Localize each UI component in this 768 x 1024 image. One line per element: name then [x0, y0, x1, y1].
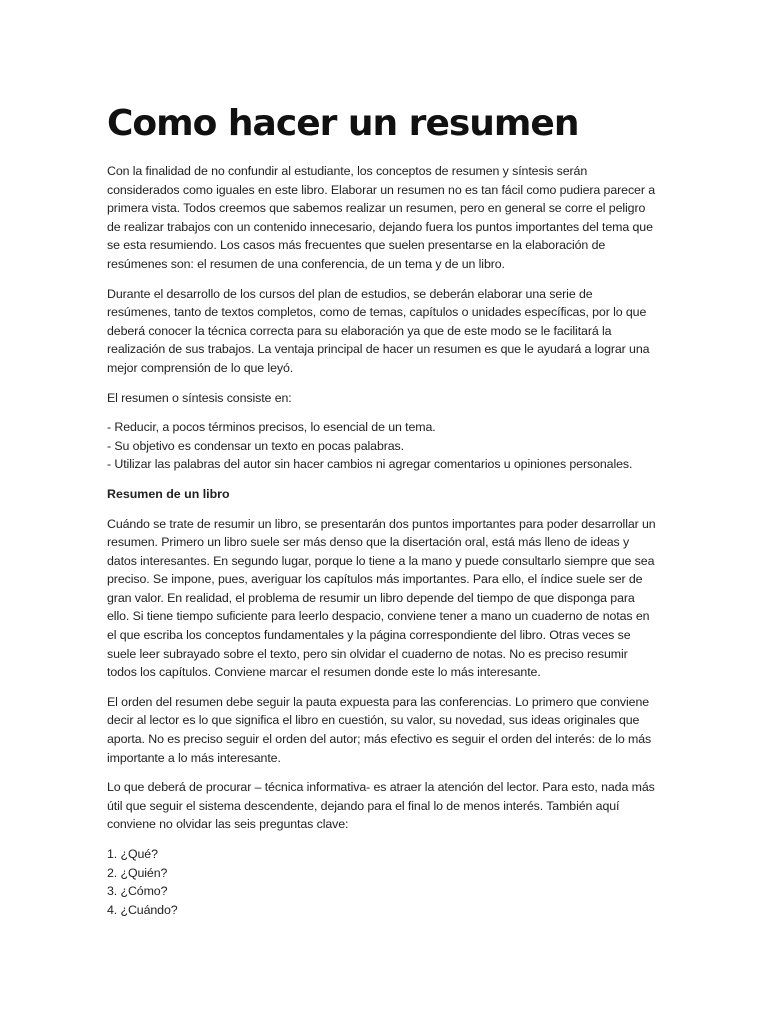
section-heading: Resumen de un libro — [107, 486, 230, 501]
paragraph-intro: Con la finalidad de no confundir al estudiante, los conceptos de resumen y síntesis serán considerados como iguales en este libro. Elaborar un resumen no es tan fácil como pudiera parecer a primera vista. Todos creemos que sabemos realizar un resumen, pero en general se corre el peligro de realizar trabajos con un contenido innecesario, dejando fuera los puntos importantes del tema que se esta resumiendo. Los casos más frecuentes que suelen presentarse en la elaboración de resúmenes son: el resumen de una conferencia, de un tema y de un libro. — [107, 164, 655, 271]
bullet-item: - Utilizar las palabras del autor sin hacer cambios ni agregar comentarios u opiniones personales. — [107, 457, 633, 472]
document-page — [107, 98, 659, 930]
bullet-list — [107, 418, 659, 474]
bullet-item: - Su objetivo es condensar un texto en pocas palabras. — [107, 438, 404, 453]
question-item: 3. ¿Cómo? — [107, 884, 168, 899]
document-title: Como hacer un resumen — [107, 103, 579, 144]
paragraph-book-summary: Cuándo se trate de resumir un libro, se presentarán dos puntos importantes para poder desarrollar un resumen. Primero un libro suele ser más denso que la disertación oral, está más lleno de ideas y datos interesantes. En segundo lugar, porque lo tiene a la mano y puede consultarlo siempre que sea preciso. Se impone, pues, averiguar los capítulos más importantes. Para ello, el índice suele ser de gran valor. En realidad, el problema de resumir un libro depende del tiempo de que disponga para ello. Si tiene tiempo suficiente para leerlo despacio, conviene tener a mano un cuaderno de notas en el que escriba los conceptos fundamentales y la página correspondiente del libro. Otras veces se suele leer subrayado sobre el texto, pero sin olvidar el cuaderno de notas. No es preciso resumir todos los capítulos. Conviene marcar el resumen donde este lo más interesante. — [107, 516, 656, 680]
question-item: 4. ¿Cuándo? — [107, 902, 178, 917]
paragraph-informative-technique: Lo que deberá de procurar – técnica informativa- es atraer la atención del lector. Para esto, nada más útil que seguir el sistema descendente, dejando para el final lo de menos interés. También aquí conviene no olvidar las seis preguntas clave: — [107, 780, 655, 832]
questions-list — [107, 845, 659, 919]
paragraph-summary-order: El orden del resumen debe seguir la pauta expuesta para las conferencias. Lo primero que conviene decir al lector es lo que significa el libro en cuestión, su valor, su novedad, sus ideas originales que aporta. No es preciso seguir el orden del autor; más efectivo es seguir el orden del interés: de lo más importante a lo más interesante. — [107, 694, 652, 765]
paragraph-definition-lead: El resumen o síntesis consiste en: — [107, 390, 292, 405]
question-item: 2. ¿Quién? — [107, 865, 168, 880]
paragraph-course: Durante el desarrollo de los cursos del plan de estudios, se deberán elaborar una serie de resúmenes, tanto de textos completos, como de temas, capítulos o unidades específicas, por lo que deberá conocer la técnica correcta para su elaboración ya que de este modo se le facilitará la realización de sus trabajos. La ventaja principal de hacer un resumen es que le ayudará a lograr una mejor comprensión de lo que leyó. — [107, 286, 650, 375]
bullet-item: - Reducir, a pocos términos precisos, lo esencial de un tema. — [107, 420, 436, 435]
question-item: 1. ¿Qué? — [107, 847, 158, 861]
